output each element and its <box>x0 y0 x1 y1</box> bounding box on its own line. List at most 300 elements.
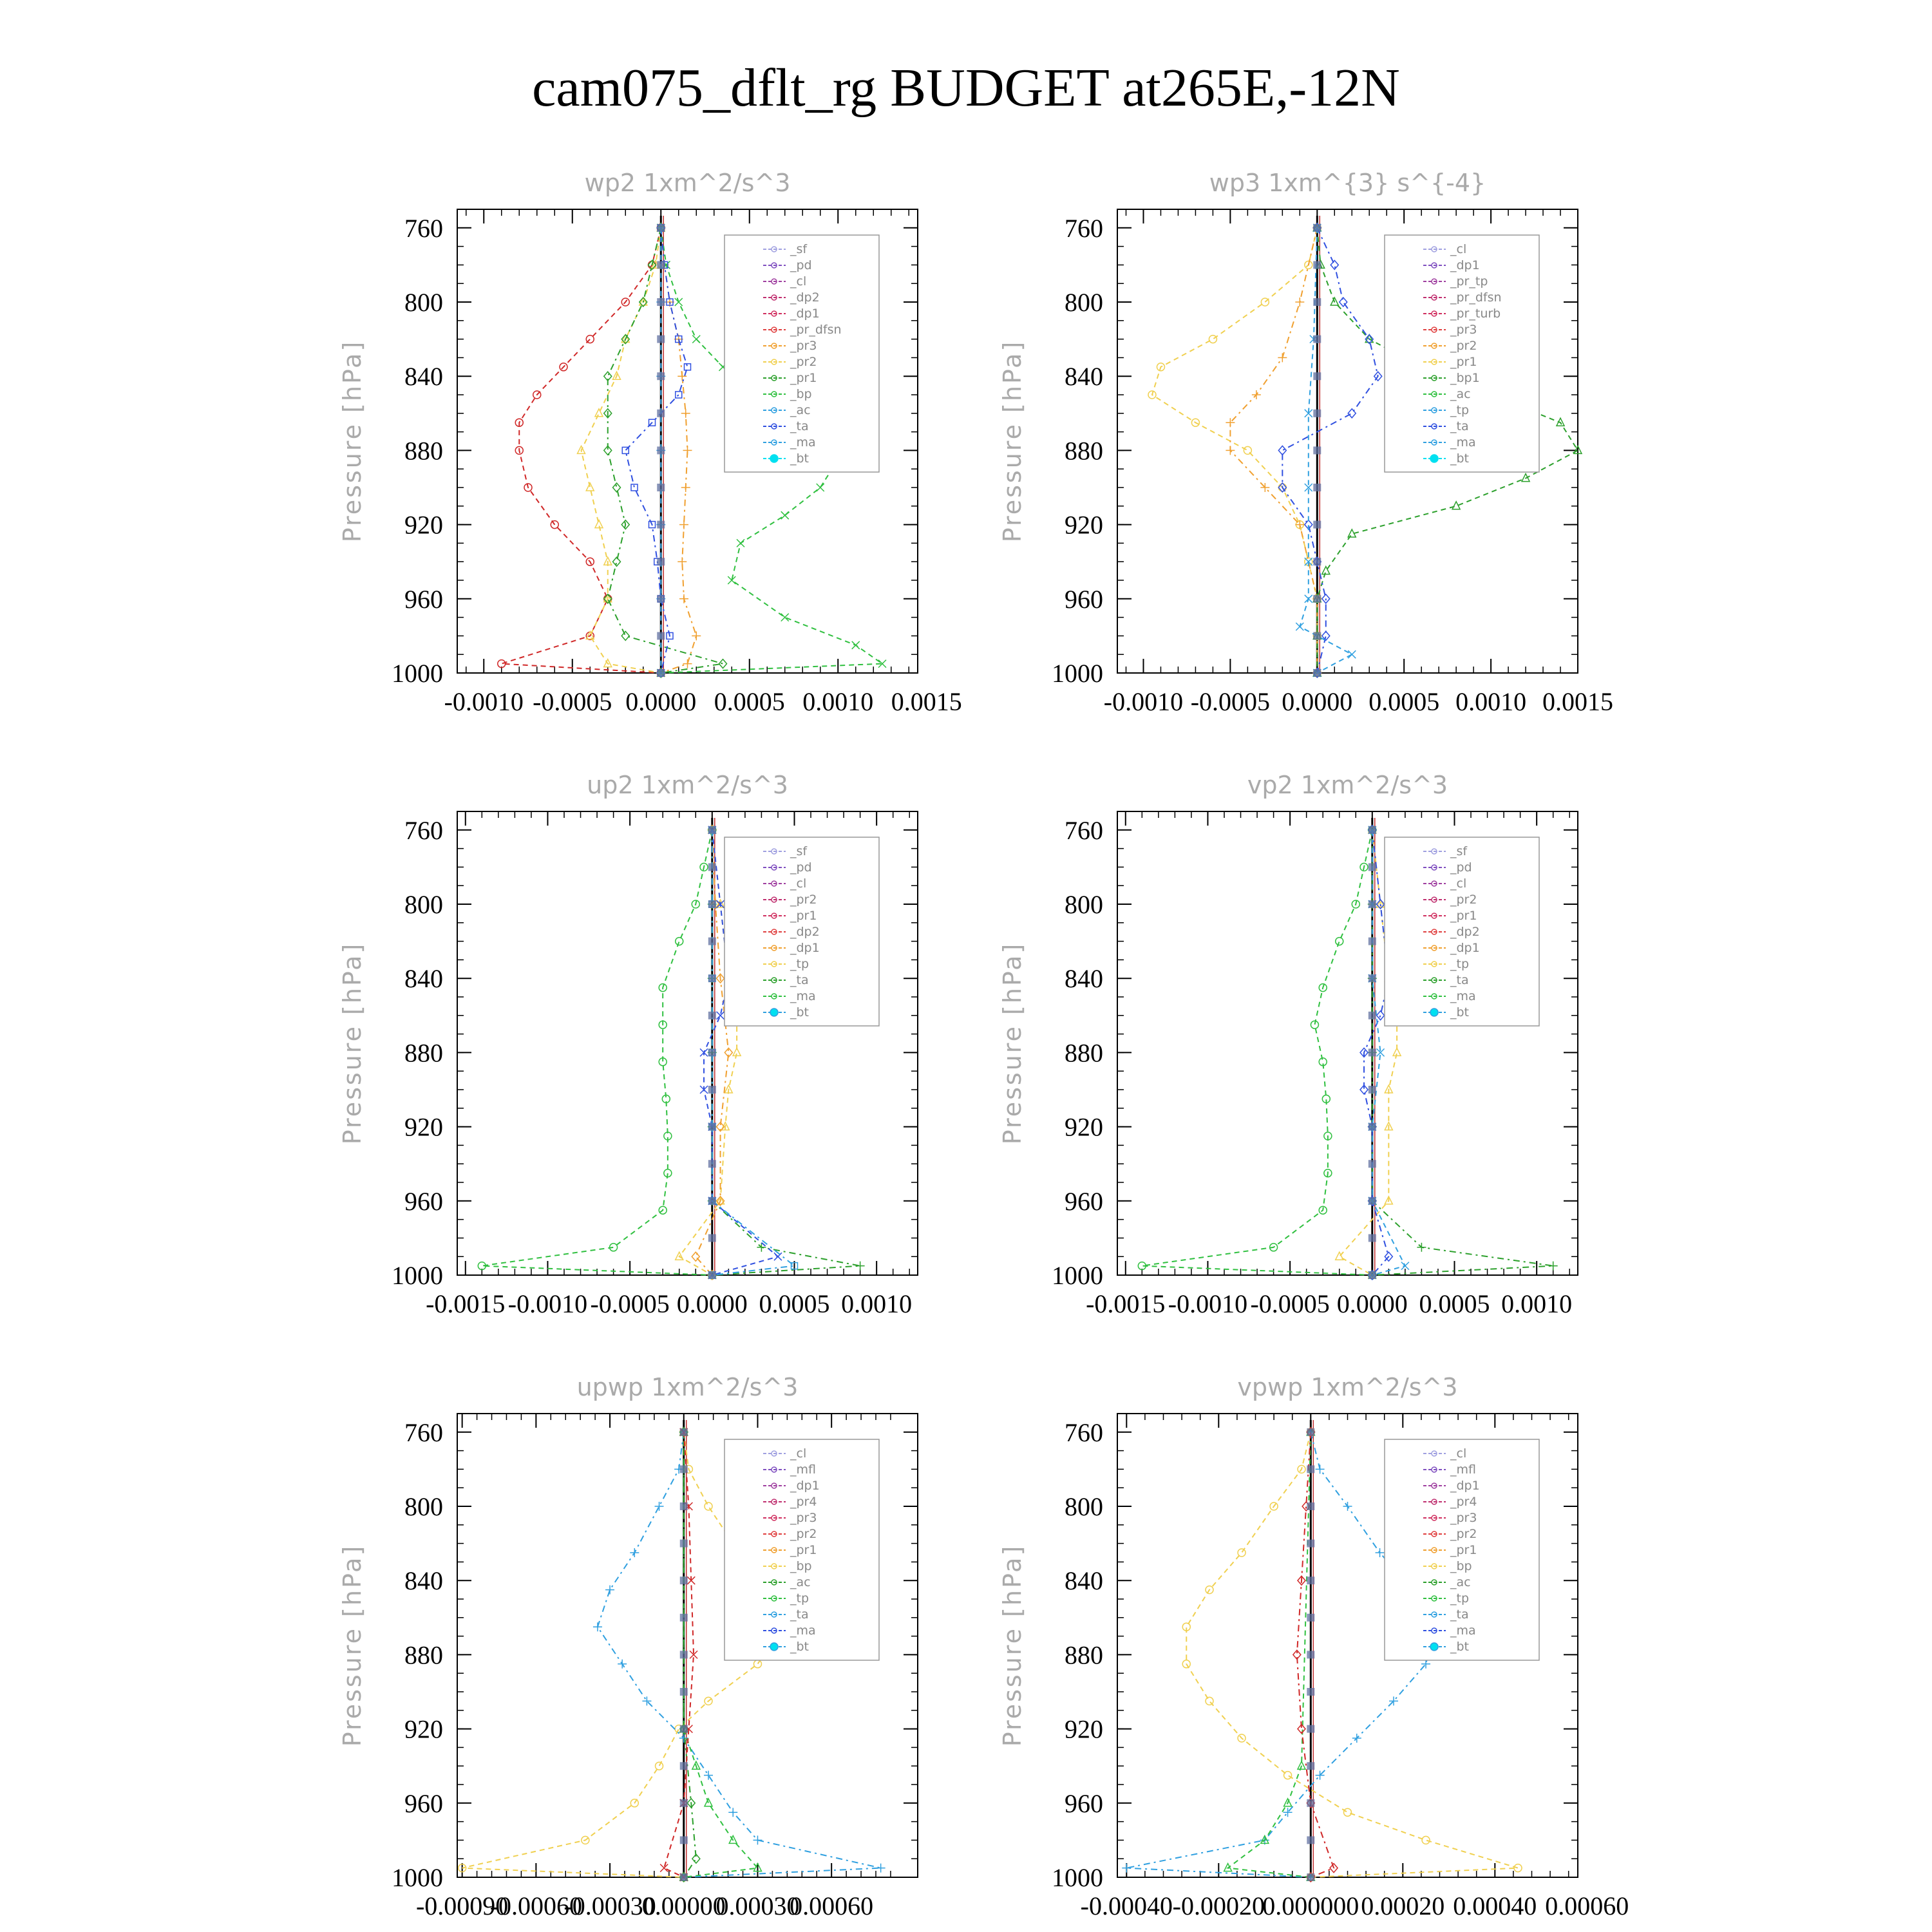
zero-marker <box>657 224 665 232</box>
legend-marker <box>1430 455 1438 462</box>
y-tick-label: 920 <box>404 510 443 540</box>
legend-label: _ac <box>1450 1575 1471 1589</box>
y-tick-label: 800 <box>1065 1492 1103 1521</box>
y-tick-label: 760 <box>1065 213 1103 243</box>
legend-label: _pr2 <box>790 1527 817 1541</box>
data-point <box>1331 260 1338 269</box>
legend-label: _cl <box>1450 242 1467 256</box>
y-tick-label: 1000 <box>392 1261 443 1290</box>
x-tick-label: 0.0000 <box>1336 1289 1408 1318</box>
x-tick-label: 0.0005 <box>714 687 785 716</box>
data-point <box>685 364 691 370</box>
legend-label: _bt <box>790 1640 810 1654</box>
zero-marker <box>1307 1577 1314 1584</box>
legend-label: _bt <box>790 451 810 466</box>
zero-marker <box>1307 1688 1314 1696</box>
data-point <box>630 1548 639 1557</box>
legend-label: _sf <box>1450 844 1468 858</box>
data-point <box>700 1048 708 1056</box>
data-point <box>1122 1864 1131 1873</box>
zero-marker <box>708 1197 716 1205</box>
legend-label: _pr2 <box>790 355 817 369</box>
legend-label: _pd <box>1450 860 1472 875</box>
zero-marker <box>680 1577 688 1584</box>
data-point <box>605 1586 614 1595</box>
data-point <box>737 539 744 547</box>
data-point <box>781 511 789 519</box>
x-tick-label: 0.0005 <box>759 1289 830 1318</box>
data-point <box>1252 390 1261 399</box>
legend-label: _ta <box>1450 419 1469 433</box>
x-tick-label: 0.00020 <box>1361 1891 1445 1920</box>
x-tick-label: -0.0015 <box>426 1289 506 1318</box>
zero-marker <box>708 1012 716 1019</box>
zero-marker <box>708 1048 716 1056</box>
x-tick-label: 0.0010 <box>841 1289 913 1318</box>
x-tick-label: -0.00030 <box>564 1891 656 1920</box>
data-point <box>1295 298 1304 307</box>
y-tick-label: 1000 <box>1052 659 1103 688</box>
zero-marker <box>1368 1048 1376 1056</box>
legend-label: _ac <box>790 1575 811 1589</box>
zero-marker <box>1307 1762 1314 1770</box>
y-axis-label: Pressure [hPa] <box>998 942 1027 1145</box>
data-point <box>656 1762 663 1770</box>
legend-label: _bp1 <box>1450 371 1480 385</box>
data-point <box>1401 1262 1409 1270</box>
zero-marker <box>657 632 665 639</box>
legend-label: _pr1 <box>790 909 817 923</box>
legend-label: _pr1 <box>790 1543 817 1557</box>
panel-title: upwp 1xm^2/s^3 <box>576 1373 799 1401</box>
data-point <box>618 1660 627 1669</box>
legend-label: _pr4 <box>1450 1495 1477 1509</box>
panel-1 <box>338 169 962 716</box>
legend-marker <box>770 1643 778 1651</box>
data-point <box>856 1262 865 1271</box>
data-point <box>1278 446 1286 455</box>
y-axis-label: Pressure [hPa] <box>338 942 366 1145</box>
legend-label: _tp <box>790 957 810 971</box>
zero-marker <box>708 1123 716 1131</box>
series-line-pr4 <box>1297 1432 1334 1877</box>
y-tick-label: 1000 <box>392 659 443 688</box>
zero-marker <box>1368 1123 1376 1131</box>
x-tick-label: 0.0010 <box>1501 1289 1573 1318</box>
legend-label: _cl <box>790 1446 807 1461</box>
y-tick-label: 960 <box>1065 1788 1103 1818</box>
zero-marker <box>657 558 665 565</box>
panel-5 <box>338 1373 918 1920</box>
data-point <box>1296 623 1303 630</box>
y-tick-label: 960 <box>404 1788 443 1818</box>
series-line-dp1 <box>482 830 712 1275</box>
legend-label: _dp1 <box>1450 941 1480 955</box>
y-tick-label: 880 <box>1065 1038 1103 1068</box>
data-point <box>676 392 682 398</box>
zero-marker <box>1368 1271 1376 1279</box>
x-tick-label: 0.00000 <box>641 1891 726 1920</box>
zero-marker <box>1313 632 1321 639</box>
x-tick-label: 0.0000 <box>676 1289 748 1318</box>
data-point <box>1278 353 1287 362</box>
legend-label: _bp <box>790 387 812 401</box>
legend-label: _pr1 <box>1450 355 1477 369</box>
legend-marker <box>770 455 778 462</box>
panel-title: up2 1xm^2/s^3 <box>587 771 788 799</box>
legend-label: _bp <box>1450 1559 1472 1573</box>
legend-label: _dp1 <box>1450 1479 1480 1493</box>
y-tick-label: 960 <box>1065 1186 1103 1216</box>
zero-marker <box>680 1428 688 1436</box>
legend-label: _bt <box>1450 1005 1470 1019</box>
zero-marker <box>680 1836 688 1844</box>
data-point <box>586 336 594 343</box>
y-tick-label: 920 <box>404 1112 443 1142</box>
data-point <box>852 641 860 649</box>
y-tick-label: 920 <box>404 1714 443 1744</box>
y-tick-label: 960 <box>1065 584 1103 614</box>
x-tick-label: -0.0015 <box>1086 1289 1166 1318</box>
legend-label: _tp <box>1450 403 1470 417</box>
x-tick-label: 0.00040 <box>1453 1891 1537 1920</box>
panel-2 <box>998 169 1613 716</box>
zero-marker <box>1313 372 1321 380</box>
data-point <box>660 1864 668 1872</box>
y-tick-label: 760 <box>404 815 443 845</box>
series-line-ta <box>1282 228 1378 673</box>
zero-marker <box>657 261 665 269</box>
data-point <box>1417 1243 1426 1252</box>
x-tick-label: -0.00090 <box>415 1891 509 1920</box>
legend-label: _dp1 <box>790 1479 820 1493</box>
legend-marker <box>1430 1009 1438 1016</box>
zero-marker <box>1313 484 1321 491</box>
panel-4 <box>998 771 1578 1318</box>
x-tick-label: -0.0005 <box>533 687 612 716</box>
legend-label: _pr2 <box>1450 1527 1477 1541</box>
zero-marker <box>680 1688 688 1696</box>
y-tick-label: 840 <box>1065 1566 1103 1596</box>
legend-label: _ac <box>1450 387 1471 401</box>
x-tick-label: -0.0005 <box>1250 1289 1330 1318</box>
y-tick-label: 800 <box>404 1492 443 1521</box>
legend-label: _ma <box>1450 435 1476 450</box>
panel-title: wp3 1xm^{3} s^{-4} <box>1209 169 1486 197</box>
data-point <box>613 483 621 492</box>
zero-marker <box>680 1465 688 1473</box>
legend-label: _pr_turb <box>1450 307 1501 321</box>
zero-marker <box>680 1762 688 1770</box>
x-tick-label: -0.00020 <box>1172 1891 1265 1920</box>
data-point <box>692 631 701 640</box>
data-point <box>679 520 688 529</box>
legend-label: _pr1 <box>1450 909 1477 923</box>
data-point <box>1343 1502 1352 1511</box>
y-tick-label: 920 <box>1065 1714 1103 1744</box>
zero-marker <box>1307 1465 1314 1473</box>
legend-label: _sf <box>790 844 808 858</box>
data-point <box>1549 1262 1558 1271</box>
data-point <box>595 409 603 417</box>
zero-marker <box>657 521 665 529</box>
legend-label: _bt <box>790 1005 810 1019</box>
legend-label: _pr2 <box>1450 339 1477 353</box>
y-tick-label: 840 <box>1065 362 1103 392</box>
zero-marker <box>1368 1012 1376 1019</box>
data-point <box>621 631 629 640</box>
y-axis-label: Pressure [hPa] <box>998 1544 1027 1747</box>
zero-marker <box>1368 1160 1376 1168</box>
zero-marker <box>708 1271 716 1279</box>
zero-marker <box>708 1086 716 1094</box>
x-tick-label: 0.00030 <box>715 1891 800 1920</box>
legend-label: _dp1 <box>790 941 820 955</box>
data-point <box>719 659 727 668</box>
zero-marker <box>1307 1540 1314 1548</box>
x-tick-label: 0.0010 <box>1455 687 1527 716</box>
legend-label: _pr2 <box>1450 893 1477 907</box>
y-tick-label: 1000 <box>392 1863 443 1892</box>
x-tick-label: -0.0010 <box>444 687 524 716</box>
series-line-pr1 <box>582 228 661 673</box>
legend-label: _pr1 <box>790 371 817 385</box>
x-tick-label: -0.00060 <box>489 1891 583 1920</box>
zero-marker <box>1368 938 1376 945</box>
data-point <box>817 484 824 491</box>
data-point <box>676 938 683 945</box>
y-tick-label: 960 <box>404 1186 443 1216</box>
panel-6 <box>998 1373 1629 1920</box>
x-tick-label: -0.0010 <box>1103 687 1184 716</box>
y-tick-label: 760 <box>404 213 443 243</box>
data-point <box>677 557 687 566</box>
data-point <box>774 1253 782 1260</box>
zero-marker <box>1313 669 1321 677</box>
data-point <box>1316 1464 1325 1473</box>
legend-label: _ta <box>790 973 809 987</box>
data-point <box>1206 1697 1213 1705</box>
legend-label: _pr3 <box>790 1511 817 1525</box>
legend-label: _ma <box>790 435 816 450</box>
zero-marker <box>1313 558 1321 565</box>
legend-label: _cl <box>790 876 807 891</box>
data-point <box>705 1502 712 1510</box>
legend-label: _dp2 <box>1450 925 1480 939</box>
y-tick-label: 880 <box>1065 436 1103 466</box>
y-tick-label: 800 <box>1065 288 1103 317</box>
zero-marker <box>708 863 716 871</box>
x-tick-label: -0.0010 <box>507 1289 588 1318</box>
data-point <box>757 1243 766 1252</box>
zero-marker <box>657 446 665 454</box>
x-tick-label: -0.0005 <box>1190 687 1271 716</box>
zero-marker <box>1368 900 1376 908</box>
legend-label: _ma <box>790 989 816 1003</box>
x-tick-label: 0.0005 <box>1368 687 1440 716</box>
y-tick-label: 760 <box>404 1417 443 1447</box>
legend-label: _pr3 <box>790 339 817 353</box>
data-point <box>1238 1549 1245 1557</box>
legend-label: _sf <box>790 242 808 256</box>
y-tick-label: 880 <box>404 436 443 466</box>
zero-marker <box>657 669 665 677</box>
data-point <box>781 614 789 621</box>
y-tick-label: 880 <box>404 1038 443 1068</box>
zero-marker <box>680 1651 688 1658</box>
panel-3 <box>338 771 918 1318</box>
zero-marker <box>680 1540 688 1548</box>
data-point <box>1377 1011 1385 1020</box>
y-tick-label: 880 <box>1065 1640 1103 1670</box>
zero-marker <box>657 484 665 491</box>
legend-label: _pd <box>790 860 812 875</box>
legend-label: _dp2 <box>790 290 820 305</box>
zero-marker <box>1368 863 1376 871</box>
x-tick-label: 0.0015 <box>891 687 962 716</box>
y-axis-label: Pressure [hPa] <box>338 1544 366 1747</box>
zero-marker <box>657 336 665 343</box>
zero-marker <box>1307 1799 1314 1807</box>
y-tick-label: 1000 <box>1052 1863 1103 1892</box>
data-point <box>728 1808 737 1817</box>
data-point <box>704 1771 713 1780</box>
legend-label: _bp <box>790 1559 812 1573</box>
zero-marker <box>1313 261 1321 269</box>
zero-marker <box>708 1160 716 1168</box>
zero-marker <box>1313 224 1321 232</box>
data-point <box>613 557 621 566</box>
y-tick-label: 800 <box>404 890 443 919</box>
x-tick-label: 0.00060 <box>1545 1891 1629 1920</box>
x-tick-label: -0.0010 <box>1168 1289 1248 1318</box>
legend-label: _cl <box>1450 1446 1467 1461</box>
data-point <box>683 659 692 668</box>
legend-marker <box>1430 1643 1438 1651</box>
data-point <box>876 1864 886 1873</box>
legend-label: _ta <box>1450 1607 1469 1622</box>
data-point <box>1336 938 1343 945</box>
zero-marker <box>657 372 665 380</box>
y-tick-label: 760 <box>1065 815 1103 845</box>
panel-title: wp2 1xm^2/s^3 <box>584 169 791 197</box>
figure-title: cam075_dflt_rg BUDGET at265E,-12N <box>532 58 1400 118</box>
zero-marker <box>708 826 716 834</box>
zero-marker <box>708 974 716 982</box>
legend-label: _pr3 <box>1450 1511 1477 1525</box>
x-tick-label: 0.0010 <box>802 687 874 716</box>
y-tick-label: 1000 <box>1052 1261 1103 1290</box>
data-point <box>1305 595 1312 603</box>
zero-marker <box>680 1614 688 1622</box>
data-point <box>675 298 683 306</box>
zero-marker <box>657 595 665 603</box>
legend-label: _pr_dfsn <box>1450 290 1502 305</box>
legend-label: _pr_tp <box>1450 274 1488 289</box>
legend-label: _ma <box>1450 1624 1476 1638</box>
data-point <box>753 1660 761 1668</box>
legend-label: _ta <box>790 419 809 433</box>
legend-label: _ta <box>790 1607 809 1622</box>
zero-marker <box>1313 336 1321 343</box>
data-point <box>498 660 506 668</box>
x-tick-label: 0.0000 <box>1282 687 1353 716</box>
data-point <box>683 446 692 455</box>
data-point <box>679 594 688 603</box>
zero-marker <box>1368 826 1376 834</box>
data-point <box>681 409 690 418</box>
y-tick-label: 760 <box>1065 1417 1103 1447</box>
legend-label: _dp1 <box>790 307 820 321</box>
legend-label: _cl <box>1450 876 1467 891</box>
zero-marker <box>1313 298 1321 306</box>
x-tick-label: 0.0005 <box>1419 1289 1490 1318</box>
x-tick-label: 0.0015 <box>1542 687 1613 716</box>
data-point <box>692 336 700 343</box>
y-tick-label: 880 <box>404 1640 443 1670</box>
y-tick-label: 840 <box>404 362 443 392</box>
data-point <box>1244 446 1251 454</box>
y-tick-label: 800 <box>1065 890 1103 919</box>
zero-marker <box>680 1502 688 1510</box>
legend-label: _tp <box>790 1591 810 1605</box>
zero-marker <box>1307 1836 1314 1844</box>
zero-marker <box>1307 1428 1314 1436</box>
series-line-dp1 <box>1142 830 1372 1275</box>
data-point <box>1209 336 1217 343</box>
zero-marker <box>1307 1502 1314 1510</box>
zero-marker <box>1313 446 1321 454</box>
data-point <box>1352 1734 1361 1743</box>
zero-marker <box>1307 1725 1314 1733</box>
y-axis-label: Pressure [hPa] <box>998 339 1027 543</box>
legend-label: _pr1 <box>1450 1543 1477 1557</box>
panel-title: vpwp 1xm^2/s^3 <box>1237 1373 1458 1401</box>
data-point <box>1514 1864 1522 1872</box>
legend-label: _tp <box>1450 957 1470 971</box>
legend-label: _dp1 <box>1450 258 1480 272</box>
zero-marker <box>680 1799 688 1807</box>
zero-marker <box>1368 974 1376 982</box>
series-line-ac <box>1228 1432 1311 1877</box>
y-tick-label: 800 <box>404 288 443 317</box>
x-tick-label: -0.0005 <box>590 1289 670 1318</box>
legend-label: _ma <box>1450 989 1476 1003</box>
zero-marker <box>1368 1234 1376 1242</box>
legend-label: _dp2 <box>790 925 820 939</box>
zero-marker <box>708 1234 716 1242</box>
x-tick-label: 0.00060 <box>790 1891 874 1920</box>
legend-label: _ac <box>790 403 811 417</box>
zero-marker <box>657 298 665 306</box>
legend-label: _mfl <box>1450 1463 1476 1477</box>
legend-label: _mfl <box>790 1463 816 1477</box>
data-point <box>1344 1808 1352 1816</box>
zero-marker <box>1307 1614 1314 1622</box>
y-tick-label: 920 <box>1065 1112 1103 1142</box>
zero-marker <box>1368 1197 1376 1205</box>
y-tick-label: 840 <box>1065 964 1103 994</box>
zero-marker <box>1313 410 1321 417</box>
data-point <box>1226 446 1235 455</box>
y-axis-label: Pressure [hPa] <box>338 339 366 543</box>
series-line-pr4 <box>664 1432 694 1877</box>
y-tick-label: 840 <box>404 1566 443 1596</box>
x-tick-label: 0.0000 <box>625 687 697 716</box>
zero-marker <box>657 410 665 417</box>
data-point <box>1298 1761 1305 1769</box>
zero-marker <box>1307 1873 1314 1881</box>
